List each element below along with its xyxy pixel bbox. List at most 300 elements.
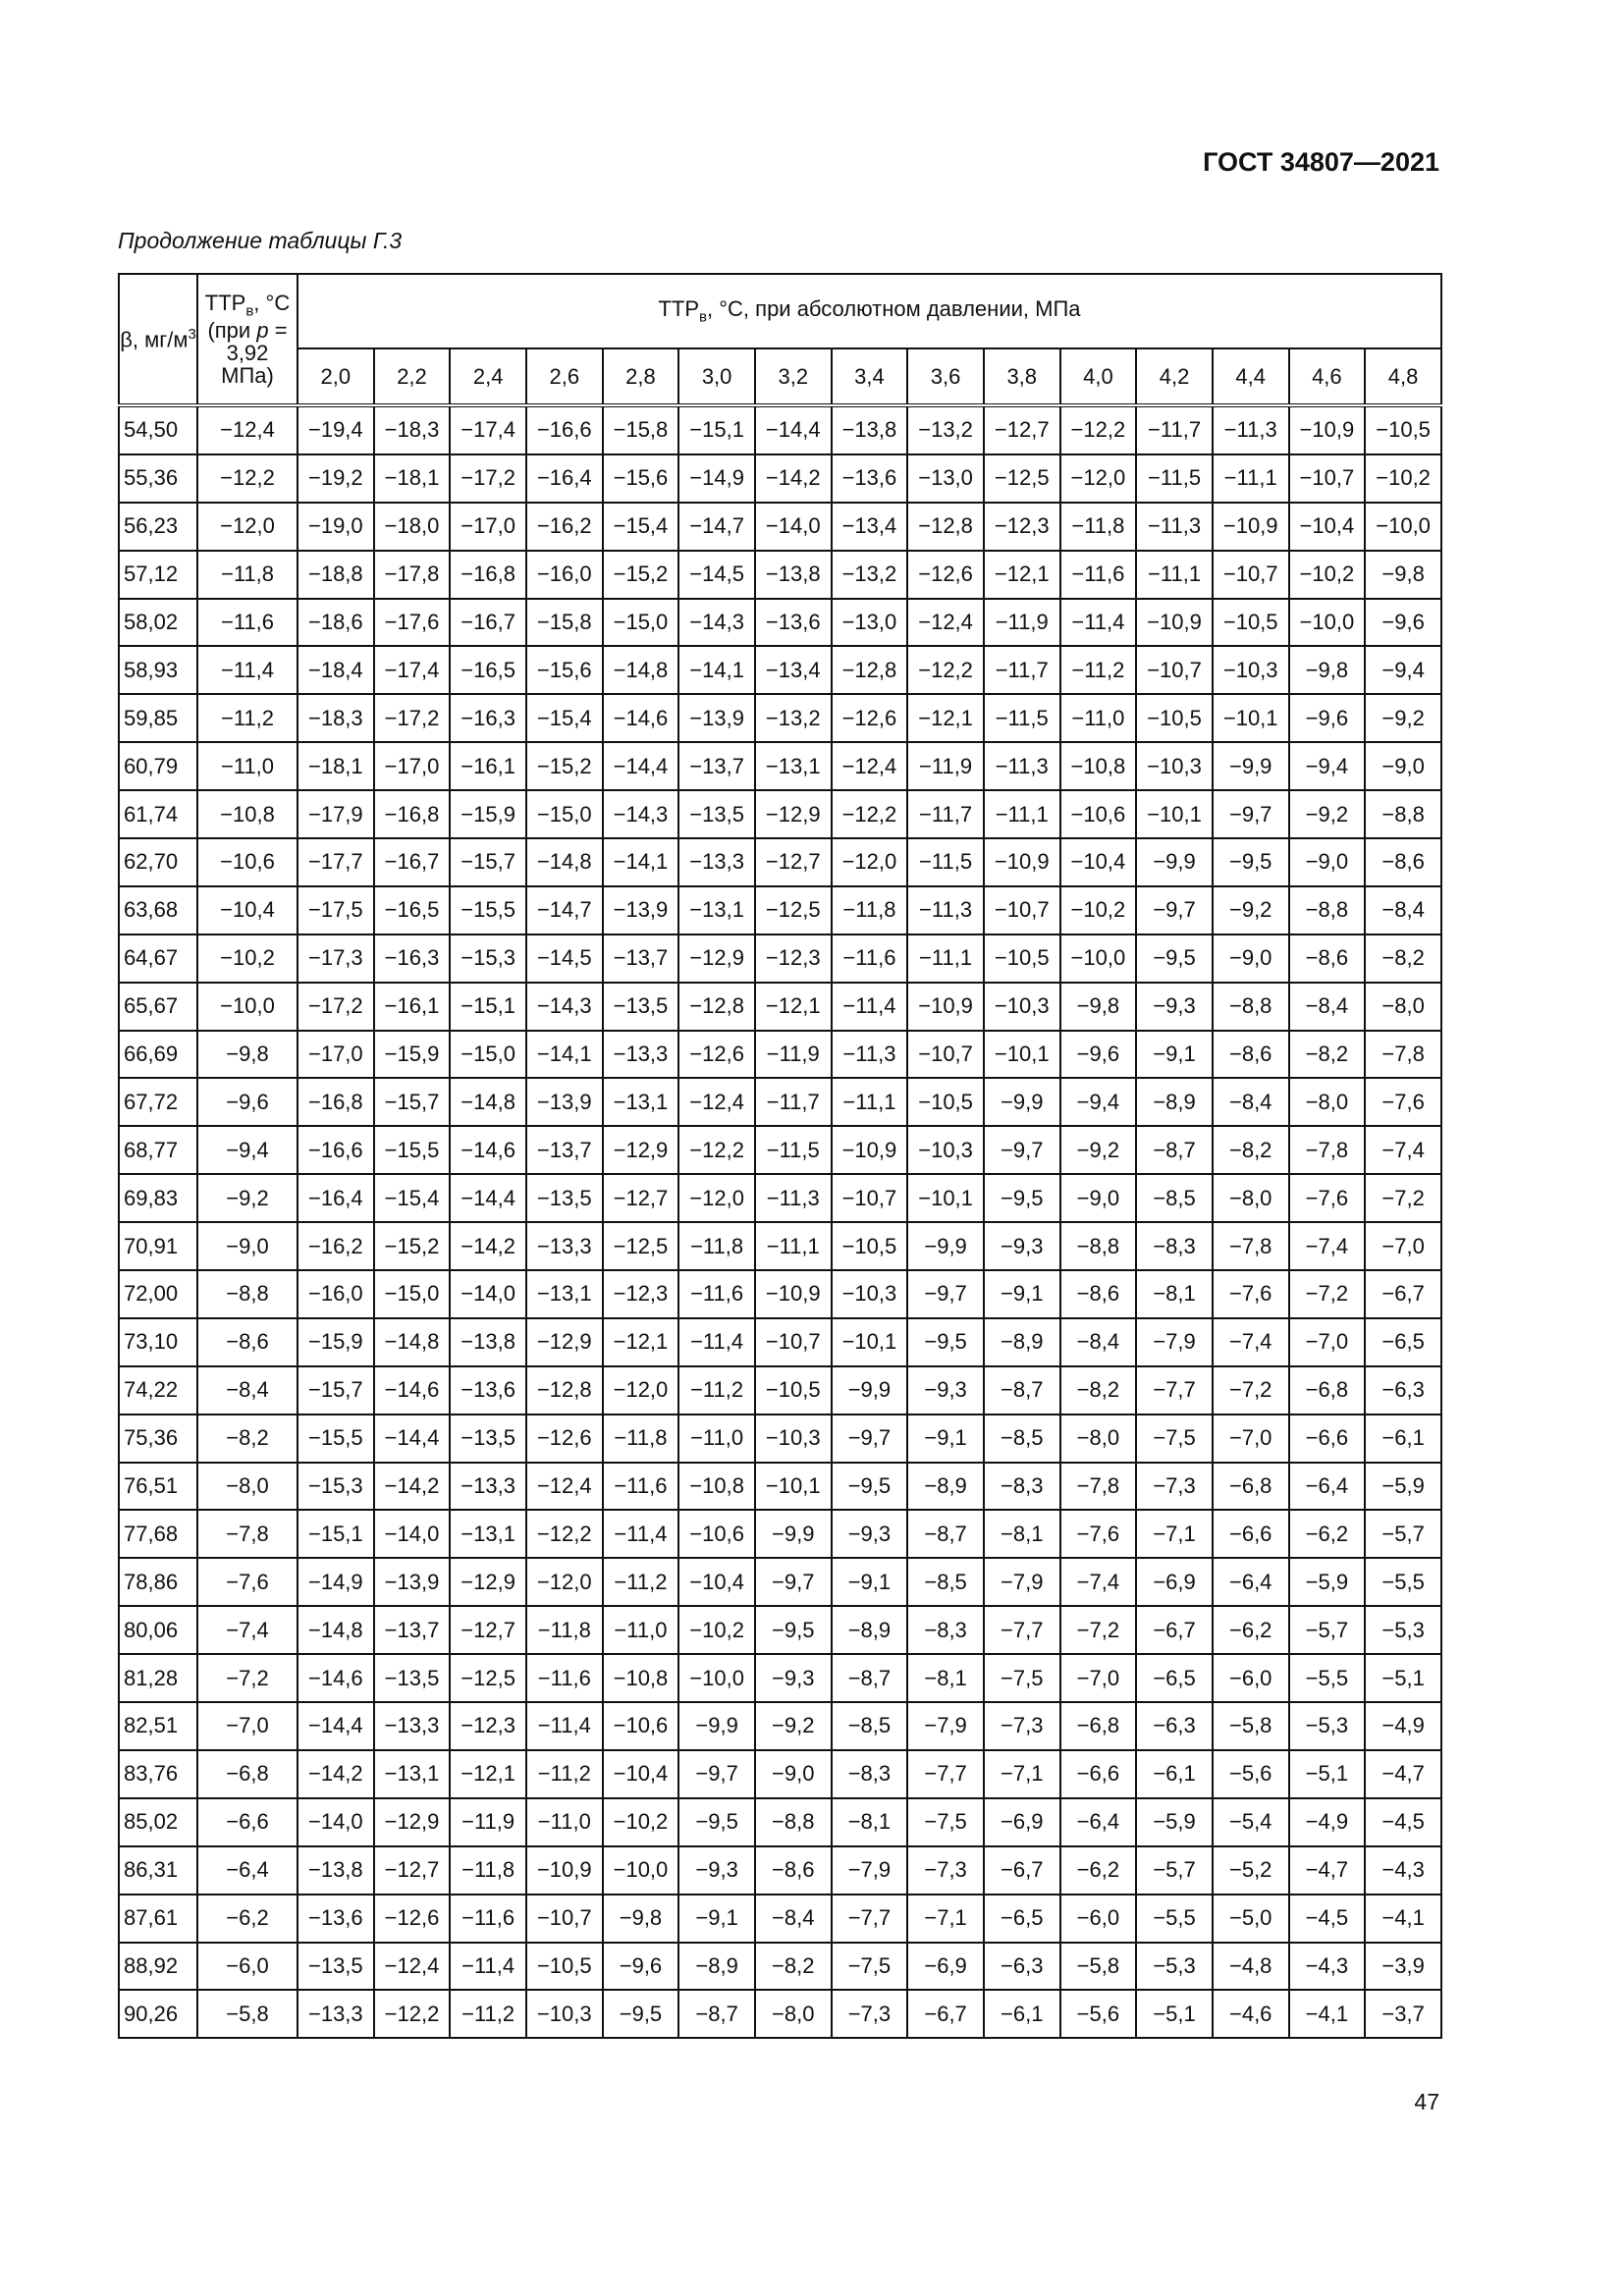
ttr-cell: −5,3 (1136, 1943, 1213, 1991)
ttr-cell: −13,3 (526, 1222, 603, 1270)
ttr-cell: −5,7 (1289, 1606, 1366, 1654)
pressure-header: 2,6 (526, 348, 603, 405)
ttr-cell: −9,2 (1213, 886, 1289, 934)
ttr-cell: −18,3 (374, 405, 451, 454)
ttr-cell: −12,4 (832, 742, 908, 790)
ttr-cell: −9,2 (1060, 1126, 1137, 1174)
ttr-cell: −12,7 (450, 1606, 526, 1654)
ttr-cell: −9,7 (907, 1270, 984, 1318)
ttr-cell: −10,7 (526, 1895, 603, 1943)
ttr-cell: −11,6 (603, 1463, 679, 1511)
ttr-cell: −17,7 (298, 838, 374, 886)
ttr-cell: −6,8 (1060, 1702, 1137, 1750)
ttr-cell: −13,8 (450, 1318, 526, 1366)
ttr-cell: −11,1 (907, 934, 984, 983)
ttr-cell: −8,0 (1213, 1174, 1289, 1222)
ttr-cell: −12,2 (526, 1510, 603, 1558)
ttr-cell: −14,0 (755, 503, 832, 551)
ttr-cell: −10,3 (526, 1990, 603, 2038)
ttr-cell: −15,5 (450, 886, 526, 934)
ttr-cell: −7,0 (1060, 1654, 1137, 1702)
ttr-cell: −12,4 (907, 599, 984, 647)
ttr-cell: −12,9 (755, 790, 832, 838)
ttr-cell: −12,9 (374, 1798, 451, 1846)
ttr-cell: −5,4 (1213, 1798, 1289, 1846)
ttr-cell: −12,7 (984, 405, 1060, 454)
ttr-cell: −11,1 (984, 790, 1060, 838)
ttr-cell: −9,5 (678, 1798, 755, 1846)
ttr-cell: −15,6 (603, 454, 679, 503)
ttr-cell: −5,8 (1060, 1943, 1137, 1991)
ttr-cell: −11,7 (984, 646, 1060, 694)
ttr-cell: −7,2 (1365, 1174, 1441, 1222)
ttr-cell: −8,5 (1136, 1174, 1213, 1222)
ttr-cell: −13,3 (298, 1990, 374, 2038)
ttr-cell: −7,4 (1289, 1222, 1366, 1270)
pressure-header: 3,4 (832, 348, 908, 405)
ttr-cell: −8,8 (1213, 983, 1289, 1031)
ttr-cell: −7,2 (1060, 1606, 1137, 1654)
ttr-cell: −10,7 (1289, 454, 1366, 503)
ttr-cell: −11,5 (907, 838, 984, 886)
ttr-cell: −14,7 (678, 503, 755, 551)
ttr-cell: −11,8 (678, 1222, 755, 1270)
ttr-cell: −10,7 (832, 1174, 908, 1222)
beta-cell: 80,06 (119, 1606, 197, 1654)
ttr-cell: −14,0 (450, 1270, 526, 1318)
ttr-392-cell: −6,4 (197, 1846, 298, 1895)
ttr-cell: −13,8 (832, 405, 908, 454)
ttr-392-cell: −6,0 (197, 1943, 298, 1991)
table-row (119, 1463, 1441, 1511)
ttr-cell: −13,5 (298, 1943, 374, 1991)
pressure-header: 2,4 (450, 348, 526, 405)
ttr-cell: −13,2 (832, 551, 908, 599)
ttr-cell: −15,9 (298, 1318, 374, 1366)
ttr-cell: −13,1 (678, 886, 755, 934)
ttr-cell: −13,7 (526, 1126, 603, 1174)
pressure-header: 4,2 (1136, 348, 1213, 405)
ttr-cell: −10,4 (1289, 503, 1366, 551)
ttr-cell: −12,2 (1060, 405, 1137, 454)
table-row (119, 1798, 1441, 1846)
ttr-cell: −4,7 (1289, 1846, 1366, 1895)
ttr-cell: −6,0 (1213, 1654, 1289, 1702)
ttr-cell: −16,0 (298, 1270, 374, 1318)
ttr-cell: −10,4 (1060, 838, 1137, 886)
ttr-cell: −15,5 (298, 1415, 374, 1463)
ttr-cell: −4,7 (1365, 1750, 1441, 1798)
table-row (119, 934, 1441, 983)
ttr-cell: −7,4 (1060, 1558, 1137, 1606)
ttr-cell: −10,9 (755, 1270, 832, 1318)
ttr-392-cell: −9,4 (197, 1126, 298, 1174)
ttr-cell: −11,2 (1060, 646, 1137, 694)
ttr-cell: −10,7 (1213, 551, 1289, 599)
ttr-cell: −5,5 (1365, 1558, 1441, 1606)
ttr-cell: −14,2 (450, 1222, 526, 1270)
ttr-cell: −8,6 (755, 1846, 832, 1895)
ttr-cell: −13,8 (298, 1846, 374, 1895)
beta-cell: 86,31 (119, 1846, 197, 1895)
ttr-cell: −10,5 (832, 1222, 908, 1270)
ttr-cell: −12,8 (526, 1366, 603, 1415)
ttr-cell: −5,2 (1213, 1846, 1289, 1895)
ttr-cell: −9,0 (1213, 934, 1289, 983)
ttr-cell: −10,9 (984, 838, 1060, 886)
ttr-cell: −18,4 (298, 646, 374, 694)
beta-cell: 62,70 (119, 838, 197, 886)
ttr-cell: −4,6 (1213, 1990, 1289, 2038)
ttr-cell: −9,8 (1060, 983, 1137, 1031)
ttr-cell: −11,1 (755, 1222, 832, 1270)
ttr-cell: −12,3 (603, 1270, 679, 1318)
ttr-cell: −6,9 (1136, 1558, 1213, 1606)
ttr-cell: −10,1 (832, 1318, 908, 1366)
ttr-cell: −14,2 (374, 1463, 451, 1511)
ttr-cell: −10,5 (526, 1943, 603, 1991)
ttr-cell: −10,2 (678, 1606, 755, 1654)
ttr-cell: −12,0 (1060, 454, 1137, 503)
data-table (118, 273, 1442, 2039)
ttr-cell: −15,2 (603, 551, 679, 599)
ttr-cell: −16,2 (526, 503, 603, 551)
ttr-392-cell: −6,8 (197, 1750, 298, 1798)
ttr-cell: −16,4 (526, 454, 603, 503)
ttr-cell: −7,3 (832, 1990, 908, 2038)
ttr-392-cell: −8,6 (197, 1318, 298, 1366)
ttr-cell: −10,3 (1136, 742, 1213, 790)
ttr-cell: −10,6 (603, 1702, 679, 1750)
table-row (119, 1846, 1441, 1895)
beta-cell: 73,10 (119, 1318, 197, 1366)
ttr-cell: −5,0 (1213, 1895, 1289, 1943)
ttr-cell: −13,6 (450, 1366, 526, 1415)
ttr-392-header: $ТТР_в$, °С (при p = 3,92 МПа) (197, 274, 298, 405)
ttr-cell: −12,8 (832, 646, 908, 694)
ttr-cell: −18,1 (374, 454, 451, 503)
pressure-header: 4,0 (1060, 348, 1137, 405)
ttr-cell: −8,8 (755, 1798, 832, 1846)
ttr-cell: −15,0 (450, 1031, 526, 1079)
ttr-cell: −9,1 (984, 1270, 1060, 1318)
ttr-392-cell: −11,0 (197, 742, 298, 790)
ttr-cell: −14,3 (526, 983, 603, 1031)
table-row (119, 1990, 1441, 2038)
ttr-cell: −10,5 (1136, 694, 1213, 742)
table-row (119, 1702, 1441, 1750)
ttr-cell: −8,5 (832, 1702, 908, 1750)
beta-cell: 58,02 (119, 599, 197, 647)
ttr-cell: −8,8 (1289, 886, 1366, 934)
ttr-cell: −10,0 (678, 1654, 755, 1702)
ttr-cell: −16,8 (374, 790, 451, 838)
ttr-cell: −16,3 (374, 934, 451, 983)
ttr-cell: −11,7 (907, 790, 984, 838)
ttr-cell: −8,8 (1365, 790, 1441, 838)
ttr-cell: −6,4 (1060, 1798, 1137, 1846)
ttr-cell: −9,3 (907, 1366, 984, 1415)
ttr-cell: −6,7 (1365, 1270, 1441, 1318)
pressure-header: 2,2 (374, 348, 451, 405)
ttr-cell: −14,8 (526, 838, 603, 886)
ttr-cell: −8,3 (984, 1463, 1060, 1511)
ttr-cell: −7,5 (1136, 1415, 1213, 1463)
ttr-cell: −14,4 (603, 742, 679, 790)
ttr-cell: −9,9 (984, 1078, 1060, 1126)
ttr-cell: −9,7 (1213, 790, 1289, 838)
ttr-cell: −12,7 (603, 1174, 679, 1222)
ttr-cell: −12,5 (984, 454, 1060, 503)
ttr-cell: −14,0 (374, 1510, 451, 1558)
ttr-cell: −12,6 (678, 1031, 755, 1079)
ttr-cell: −10,6 (1060, 790, 1137, 838)
ttr-cell: −10,9 (1213, 503, 1289, 551)
ttr-cell: −11,6 (678, 1270, 755, 1318)
ttr-cell: −4,9 (1365, 1702, 1441, 1750)
ttr-392-cell: −9,8 (197, 1031, 298, 1079)
ttr-cell: −13,7 (374, 1606, 451, 1654)
ttr-cell: −10,2 (1060, 886, 1137, 934)
ttr-cell: −14,6 (298, 1654, 374, 1702)
ttr-cell: −6,5 (1136, 1654, 1213, 1702)
ttr-cell: −12,0 (526, 1558, 603, 1606)
ttr-cell: −7,8 (1289, 1126, 1366, 1174)
ttr-cell: −11,3 (984, 742, 1060, 790)
ttr-cell: −11,2 (603, 1558, 679, 1606)
ttr-cell: −12,2 (678, 1126, 755, 1174)
ttr-cell: −12,8 (678, 983, 755, 1031)
ttr-cell: −8,2 (1060, 1366, 1137, 1415)
ttr-cell: −11,3 (1136, 503, 1213, 551)
ttr-cell: −13,3 (450, 1463, 526, 1511)
ttr-cell: −7,9 (984, 1558, 1060, 1606)
ttr-392-cell: −10,6 (197, 838, 298, 886)
ttr-cell: −10,9 (526, 1846, 603, 1895)
ttr-cell: −10,1 (984, 1031, 1060, 1079)
ttr-cell: −13,6 (755, 599, 832, 647)
ttr-cell: −15,9 (374, 1031, 451, 1079)
ttr-cell: −12,0 (832, 838, 908, 886)
ttr-cell: −16,1 (450, 742, 526, 790)
ttr-cell: −7,2 (1289, 1270, 1366, 1318)
ttr-cell: −12,4 (678, 1078, 755, 1126)
ttr-cell: −6,9 (984, 1798, 1060, 1846)
table-row (119, 886, 1441, 934)
ttr-cell: −7,7 (832, 1895, 908, 1943)
ttr-cell: −12,5 (755, 886, 832, 934)
ttr-cell: −14,1 (678, 646, 755, 694)
ttr-cell: −10,7 (984, 886, 1060, 934)
ttr-cell: −9,5 (1136, 934, 1213, 983)
ttr-cell: −13,1 (755, 742, 832, 790)
beta-cell: 88,92 (119, 1943, 197, 1991)
ttr-cell: −7,4 (1213, 1318, 1289, 1366)
ttr-cell: −16,4 (298, 1174, 374, 1222)
ttr-cell: −5,9 (1136, 1798, 1213, 1846)
ttr-cell: −5,7 (1365, 1510, 1441, 1558)
pressure-header: 4,4 (1213, 348, 1289, 405)
ttr-cell: −10,5 (755, 1366, 832, 1415)
ttr-cell: −14,2 (298, 1750, 374, 1798)
ttr-cell: −8,7 (832, 1654, 908, 1702)
ttr-cell: −9,3 (984, 1222, 1060, 1270)
ttr-cell: −12,4 (374, 1943, 451, 1991)
ttr-cell: −11,4 (450, 1943, 526, 1991)
ttr-cell: −9,6 (1365, 599, 1441, 647)
ttr-cell: −9,7 (832, 1415, 908, 1463)
ttr-cell: −11,9 (450, 1798, 526, 1846)
ttr-392-cell: −10,2 (197, 934, 298, 983)
ttr-cell: −6,7 (1136, 1606, 1213, 1654)
beta-cell: 63,68 (119, 886, 197, 934)
ttr-cell: −10,9 (832, 1126, 908, 1174)
ttr-cell: −9,3 (1136, 983, 1213, 1031)
ttr-cell: −9,3 (755, 1654, 832, 1702)
ttr-cell: −13,0 (907, 454, 984, 503)
ttr-cell: −8,2 (1213, 1126, 1289, 1174)
ttr-cell: −15,6 (526, 646, 603, 694)
ttr-cell: −18,6 (298, 599, 374, 647)
ttr-cell: −10,3 (984, 983, 1060, 1031)
ttr-392-cell: −8,0 (197, 1463, 298, 1511)
ttr-cell: −13,1 (374, 1750, 451, 1798)
ttr-cell: −11,1 (1213, 454, 1289, 503)
ttr-cell: −10,4 (603, 1750, 679, 1798)
ttr-cell: −14,8 (603, 646, 679, 694)
ttr-cell: −12,3 (755, 934, 832, 983)
table-caption: Продолжение таблицы Г.3 (118, 228, 403, 253)
ttr-cell: −7,0 (1289, 1318, 1366, 1366)
ttr-cell: −15,8 (526, 599, 603, 647)
ttr-cell: −8,5 (907, 1558, 984, 1606)
ttr-cell: −7,3 (907, 1846, 984, 1895)
ttr-cell: −7,8 (1060, 1463, 1137, 1511)
ttr-cell: −9,6 (1289, 694, 1366, 742)
pressure-header: 3,8 (984, 348, 1060, 405)
ttr-cell: −14,1 (603, 838, 679, 886)
ttr-cell: −7,6 (1213, 1270, 1289, 1318)
ttr-cell: −9,6 (603, 1943, 679, 1991)
ttr-cell: −10,2 (603, 1798, 679, 1846)
ttr-cell: −4,5 (1365, 1798, 1441, 1846)
ttr-cell: −7,6 (1365, 1078, 1441, 1126)
ttr-cell: −14,3 (678, 599, 755, 647)
ttr-392-cell: −5,8 (197, 1990, 298, 2038)
ttr-cell: −12,1 (984, 551, 1060, 599)
beta-cell: 57,12 (119, 551, 197, 599)
ttr-cell: −11,4 (678, 1318, 755, 1366)
ttr-cell: −10,8 (678, 1463, 755, 1511)
ttr-cell: −8,5 (984, 1415, 1060, 1463)
ttr-cell: −11,2 (450, 1990, 526, 2038)
ttr-cell: −16,0 (526, 551, 603, 599)
ttr-cell: −9,0 (1289, 838, 1366, 886)
ttr-cell: −8,7 (907, 1510, 984, 1558)
ttr-cell: −11,5 (984, 694, 1060, 742)
ttr-cell: −9,9 (755, 1510, 832, 1558)
table-row (119, 838, 1441, 886)
table-row (119, 1126, 1441, 1174)
ttr-cell: −15,2 (526, 742, 603, 790)
ttr-cell: −15,0 (603, 599, 679, 647)
ttr-cell: −6,8 (1213, 1463, 1289, 1511)
ttr-cell: −8,9 (832, 1606, 908, 1654)
ttr-cell: −11,2 (526, 1750, 603, 1798)
ttr-cell: −8,1 (1136, 1270, 1213, 1318)
ttr-cell: −11,0 (526, 1798, 603, 1846)
ttr-cell: −5,3 (1289, 1702, 1366, 1750)
beta-cell: 55,36 (119, 454, 197, 503)
ttr-cell: −11,4 (603, 1510, 679, 1558)
ttr-392-cell: −7,2 (197, 1654, 298, 1702)
table-row (119, 983, 1441, 1031)
ttr-cell: −9,9 (832, 1366, 908, 1415)
ttr-cell: −14,6 (450, 1126, 526, 1174)
ttr-cell: −13,2 (907, 405, 984, 454)
ttr-cell: −10,1 (755, 1463, 832, 1511)
beta-cell: 81,28 (119, 1654, 197, 1702)
ttr-cell: −7,1 (984, 1750, 1060, 1798)
ttr-cell: −15,4 (603, 503, 679, 551)
beta-cell: 75,36 (119, 1415, 197, 1463)
ttr-cell: −8,6 (1213, 1031, 1289, 1079)
ttr-cell: −4,3 (1289, 1943, 1366, 1991)
ttr-cell: −7,5 (984, 1654, 1060, 1702)
ttr-cell: −13,5 (526, 1174, 603, 1222)
ttr-cell: −9,8 (603, 1895, 679, 1943)
ttr-cell: −9,1 (907, 1415, 984, 1463)
ttr-cell: −18,0 (374, 503, 451, 551)
beta-cell: 56,23 (119, 503, 197, 551)
ttr-cell: −6,1 (1136, 1750, 1213, 1798)
ttr-cell: −14,5 (678, 551, 755, 599)
ttr-cell: −6,1 (984, 1990, 1060, 2038)
ttr-cell: −17,3 (298, 934, 374, 983)
ttr-cell: −3,7 (1365, 1990, 1441, 2038)
ttr-cell: −16,5 (374, 886, 451, 934)
ttr-cell: −10,6 (678, 1510, 755, 1558)
ttr-cell: −12,1 (907, 694, 984, 742)
ttr-cell: −12,6 (526, 1415, 603, 1463)
ttr-cell: −9,7 (984, 1126, 1060, 1174)
ttr-392-cell: −6,2 (197, 1895, 298, 1943)
ttr-cell: −10,9 (907, 983, 984, 1031)
ttr-cell: −10,3 (1213, 646, 1289, 694)
ttr-cell: −9,9 (678, 1702, 755, 1750)
ttr-cell: −8,3 (832, 1750, 908, 1798)
ttr-cell: −9,0 (1060, 1174, 1137, 1222)
ttr-cell: −8,7 (678, 1990, 755, 2038)
ttr-cell: −10,9 (1289, 405, 1366, 454)
beta-cell: 78,86 (119, 1558, 197, 1606)
beta-cell: 64,67 (119, 934, 197, 983)
ttr-cell: −7,7 (907, 1750, 984, 1798)
ttr-cell: −15,7 (374, 1078, 451, 1126)
ttr-cell: −8,0 (1060, 1415, 1137, 1463)
ttr-cell: −13,9 (526, 1078, 603, 1126)
ttr-cell: −16,1 (374, 983, 451, 1031)
ttr-cell: −12,9 (678, 934, 755, 983)
ttr-cell: −12,4 (526, 1463, 603, 1511)
ttr-cell: −14,6 (374, 1366, 451, 1415)
ttr-cell: −9,5 (907, 1318, 984, 1366)
ttr-cell: −12,5 (450, 1654, 526, 1702)
table-row (119, 1174, 1441, 1222)
ttr-cell: −12,3 (450, 1702, 526, 1750)
ttr-cell: −9,4 (1060, 1078, 1137, 1126)
ttr-cell: −11,9 (984, 599, 1060, 647)
